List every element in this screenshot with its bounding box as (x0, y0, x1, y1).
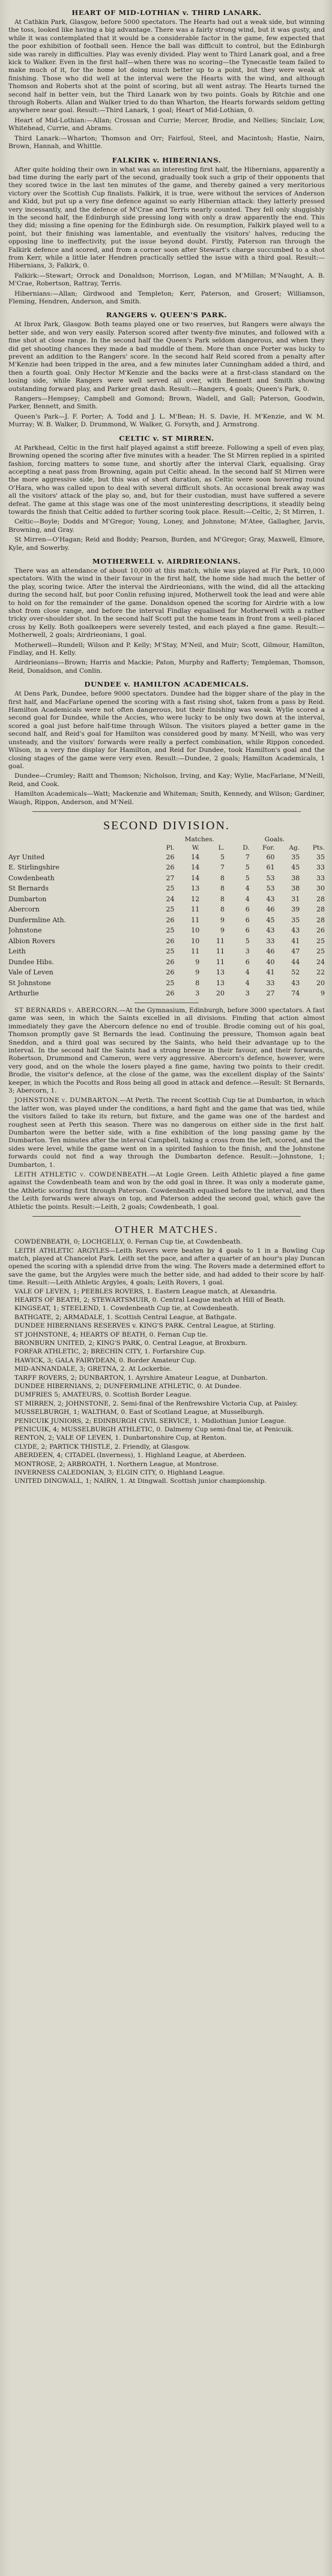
table-cell: 28 (316, 916, 325, 924)
club-name: St Johnstone (8, 979, 51, 987)
team-lineup: Motherwell—Rundell; Wilson and P. Kelly; M'Stay, M'Neil, and Muir; Scott, Gilmour, Hamilton, Findlay, and H. Kelly. (8, 641, 325, 657)
column-header: Pts. (312, 844, 325, 851)
table-cell: 11 (191, 916, 200, 924)
section-divider (32, 1216, 301, 1217)
table-row (8, 978, 325, 989)
match-report: After quite holding their own in what was an interesting first half, the Hibernians, apparently a bad time during the early part of the second, gradually took such a grip of their opponents that they scored twice in the last ten minutes of the game, and thereby gained a very meritorious victory over the Scottish Cup finalists. Falkirk, it is true, were without the services of Anderson and Kidd, but put up a very fine defence against so early Hibernian attack: they latterly pressed very incessantly, and the defence of M'Crae and Terris nearly counted. They fell only sluggishly in the second half, the Edinburgh side pressing long with only a draw apparently the end. This they did; missing a fine opening for the Edinburgh side. On resumption, Falkirk played well to a point, but their finishing was lamentable, and eventually the visitors' halves, reducing the opposing line to ineffectivity, put the issue beyond doubt. Firstly, Paterson ran through the Falkirk defence and scored, and from a corner soon after Stewart's charge succumbed to a shot from Kerr, while a little later Hendren practically settled the issue with a third goal. Result:—Hibernians, 3; Falkirk, 0. (8, 165, 325, 270)
column-header: D. (243, 844, 250, 851)
team-lineup: Hibernians:—Allan; Girdwood and Templeton; Kerr, Paterson, and Grosert; Williamson, Fleming, Hendren, Anderson, and Smith. (8, 290, 325, 305)
table-cell: 39 (291, 905, 300, 914)
table-cell: 24 (316, 958, 325, 966)
match-report: At Parkhead, Celtic in the first half played against a stiff breeze. Following a spell of even play, Browning opened the scoring after five minutes with a header. The St Mirren replied in a spirited fashion, forcing matters to some tune, and shortly after the interval Clark, equalising. Gray accepting a neat pass from Browning, again put Celtic ahead. In the second half St Mirren were the more aggressive side, but this was of short duration, as Celtic were soon hovering round O'Hara, who was called upon to deal with several difficult shots. An occasional break away was all the visitors' attack of the play so, and, but for their custodian, must have suffered a severe defeat. The game at this stage was one of the most uninteresting descriptions, it steadily being towards the finish that Celtic added to further scoring took place. Result:—Celtic, 2; St Mirren, 1. (8, 444, 325, 516)
table-cell: 27 (266, 989, 275, 998)
table-cell: 11 (216, 958, 225, 966)
column-header: L. (218, 844, 225, 851)
club-name: Leith (8, 947, 26, 956)
table-cell: 35 (316, 853, 325, 861)
table-cell: 9 (220, 926, 225, 935)
table-cell: 41 (266, 968, 275, 977)
table-cell: 74 (291, 989, 300, 998)
team-lineup: Heart of Mid-Lothian:—Allan; Crossan and Currie; Mercer, Brodie, and Nellies; Sinclair, Low, Whitehead, Currie, and Abrams. (8, 116, 325, 133)
table-cell: 9 (220, 916, 225, 924)
result-item: DUNDEE HIBERNIANS, 2; DUNFERMLINE ATHLETIC, 0. At Dundee. (14, 1383, 242, 1390)
club-name: Dundee Hibs. (8, 958, 54, 966)
table-cell: 8 (220, 874, 225, 882)
table-cell: 31 (291, 895, 300, 903)
team-lineup: St Mirren—O'Hagan; Reid and Boddy; Pearson, Burden, and M'Gregor; Gray, Maxwell, Elmore, Kyle, and Sowerby. (8, 536, 325, 552)
table-row (8, 904, 325, 915)
table-cell: 3 (245, 989, 250, 998)
table-cell: 27 (166, 874, 175, 882)
table-cell: 25 (166, 905, 175, 914)
table-cell: 26 (166, 937, 175, 945)
table-cell: 24 (166, 895, 175, 903)
result-item: RENTON, 2; VALE OF LEVEN, 1. Dunbartonshire Cup, at Renton. (14, 1434, 227, 1442)
table-cell: 8 (220, 895, 225, 903)
table-cell: 9 (195, 968, 200, 977)
report-text: —At Perth. The recent Scottish Cup tie at Dumbarton, in which the latter won, was played under the conditions, a hard fight and the game that was tied, while the visitors failed to take its return, but fixture, and the game was one of the hardest and roughest seen at Perth this season. There was no dangerous on either side in the first half. Dumbarton were the better side, with a fine exhibition of the long passing game by the Dumbarton. Ten minutes after the interval Campbell, taking a cross from the left, scored, and the sides were level, while the game went on in a spirited fashion to the finish, and the Johnstone forwards could not find a way through the Dumbarton defence. Result:—Johnstone, 1; Dumbarton, 1. (8, 1097, 325, 1169)
table-cell: 11 (191, 947, 200, 956)
table-cell: 26 (166, 916, 175, 924)
table-row (8, 862, 325, 873)
table-cell: 41 (291, 937, 300, 945)
table-cell: 38 (291, 884, 300, 893)
table-cell: 26 (166, 863, 175, 872)
match-heading: LEITH ATHLETIC v. COWDENBEATH. (14, 1171, 149, 1179)
table-cell: 14 (191, 853, 200, 861)
result-item: FORFAR ATHLETIC, 2; BRECHIN CITY, 1. Forfarshire Cup. (14, 1348, 206, 1356)
match-report: At Dens Park, Dundee, before 9000 spectators. Dundee had the bigger share of the play in the first half, and MacFarlane opened the scoring with a fast rising shot, taken from a pass by Reid. Hamilton Academicals were not often dangerous, but their finishing was weak. Wylie scored a second goal for Dundee, while the Accies, who were lucky to be only two down at the interval, scored a goal just before half-time through Wilson. The visitors played a better game in the second half, and Reid's goal for Hamilton was considered good by many. M'Neill, who was very unsteady, and the visitors' forwards were really a perfect combination, while Rippon conceded. Wilson, in a very fine display for Hamilton, and Reid for Dundee, took Hamilton's goal and the closing stages of the game were very even. Result:—Dundee, 2 goals; Hamilton Academicals, 1 goal. (8, 690, 325, 770)
other-matches-list (8, 1238, 325, 1486)
table-row (8, 883, 325, 894)
result-item: UNITED DINGWALL, 1; NAIRN, 1. At Dingwall. Scottish junior championship. (14, 1477, 267, 1485)
match-heading: RANGERS v. QUEEN'S PARK. (106, 311, 228, 320)
table-cell: 8 (195, 979, 200, 987)
table-cell: 25 (166, 926, 175, 935)
club-name: Abercorn (8, 905, 40, 914)
table-cell: 45 (266, 916, 275, 924)
column-header: For. (262, 844, 275, 851)
table-cell: 10 (191, 937, 200, 945)
table-cell: 28 (316, 905, 325, 914)
table-cell: 33 (316, 874, 325, 882)
result-item: VALE OF LEVEN, 1; PEEBLES ROVERS, 1. Eastern League match, at Alexandria. (14, 1287, 277, 1295)
table-cell: 43 (291, 926, 300, 935)
result-item: TARFF ROVERS, 2; DUNBARTON, 1. Ayrshire Amateur League, at Dunbarton. (14, 1374, 268, 1382)
table-cell: 10 (191, 926, 200, 935)
result-item: LEITH ATHLETIC ARGYLES—Leith Rovers were beaten by 4 goals to 1 in a Bowling Cup match, played at Chancelot Park. Leith set the pace, and after a quarter of an hour's play Duncan opened the scoring with a splendid drive from the wing. The Rovers made a determined effort to save the game, but the Argyles were much the better side, and had added to their score by half-time. Result:—Leith Athletic Argyles, 4 goals; Leith Rovers, 1 goal. (8, 1247, 325, 1287)
table-row (8, 915, 325, 926)
table-group-header (8, 835, 325, 844)
table-cell: 13 (216, 979, 225, 987)
table-cell: 53 (266, 874, 275, 882)
team-lineup: Third Lanark:—Wharton; Thomson and Orr; Fairfoul, Steel, and Macintosh; Hastie, Nairn, Brown, Hannah, and Whittle. (8, 134, 325, 151)
table-cell: 35 (291, 916, 300, 924)
table-cell: 26 (316, 926, 325, 935)
table-cell: 13 (191, 884, 200, 893)
table-cell: 33 (266, 937, 275, 945)
table-cell: 5 (220, 853, 225, 861)
table-row (8, 988, 325, 999)
team-lineup: Falkirk:—Stewart; Orrock and Donaldson; Morrison, Logan, and M'Millan; M'Naught, A. B. M'Crae, Robertson, Rattray, Terris. (8, 272, 325, 288)
team-lineup: Hamilton Academicals—Watt; Mackenzie and Whiteman; Smith, Kennedy, and Wilson; Gardiner, Waugh, Rippon, Anderson, and M'Neil. (8, 790, 325, 806)
result-item: KINGSEAT, 1; STEELEND, 1. Cowdenbeath Cup tie, at Cowdenbeath. (14, 1305, 240, 1313)
table-cell: 25 (166, 884, 175, 893)
table-cell: 4 (245, 895, 250, 903)
match-heading: MOTHERWELL v. AIRDRIEONIANS. (92, 556, 241, 565)
table-cell: 25 (166, 979, 175, 987)
match-report (8, 1097, 325, 1169)
club-name: Cowdenbeath (8, 874, 55, 882)
table-cell: 25 (316, 937, 325, 945)
table-cell: 4 (245, 968, 250, 977)
table-row (8, 852, 325, 863)
result-item: PENICUIK JUNIORS, 2; EDINBURGH CIVIL SERVICE, 1. Midlothian Junior League. (14, 1417, 286, 1425)
table-cell: 11 (191, 905, 200, 914)
result-item: BRONBURN UNITED, 2; KING'S PARK, 0. Central League, at Broxburn. (14, 1339, 247, 1347)
result-item: ABERDEEN, 4; CITADEL (Inverness), 1. Highland League, at Aberdeen. (14, 1452, 247, 1459)
table-cell: 20 (316, 979, 325, 987)
result-item: DUMFRIES 5; AMATEURS, 0. Scottish Border League. (14, 1391, 192, 1399)
table-cell: 6 (245, 916, 250, 924)
table-cell: 4 (245, 884, 250, 893)
column-header: Ag. (289, 844, 300, 851)
table-cell: 3 (195, 989, 200, 998)
match-report (8, 1007, 325, 1095)
table-cell: 26 (166, 989, 175, 998)
result-item: COWDENBEATH, 0; LOCHGELLY, 0. Fernan Cup tie, at Cowdenbeath. (14, 1238, 243, 1246)
table-row (8, 936, 325, 947)
table-cell: 14 (191, 863, 200, 872)
table-cell: 7 (220, 863, 225, 872)
table-cell: 46 (266, 905, 275, 914)
table-cell: 43 (291, 979, 300, 987)
table-cell: 53 (266, 884, 275, 893)
result-item: DUNDEE HIBERNIANS RESERVES v. KING'S PARK. Central League, at Stirling. (14, 1322, 276, 1330)
table-cell: 20 (216, 989, 225, 998)
table-row (8, 967, 325, 978)
match-report: There was an attendance of about 10,000 at this match, while was played at Fir Park, 10,000 spectators. With the wind in their favour in the first half, the home side had much the better of the play, scoring twice. After the interval the Airdrieonians, with the wind, did all the attacking during the second half, but poor Conlin refusing injured, Motherwell took the lead and were able to hold on for the remainder of the game. Donaldson opened the scoring for Airdrie with a low shot from close range, and before the interval Findlay equalised for Motherwell with a rather tricky over-shoulder shot. In the second half Scott put the home team in front from a well-placed cross by Kelly. Both goalkeepers were severely tested, and each played a fine game. Result:—Motherwell, 2 goals; Airdrieonians, 1 goal. (8, 567, 325, 639)
table-cell: 14 (191, 874, 200, 882)
table-cell: 26 (166, 853, 175, 861)
match-heading: FALKIRK v. HIBERNIANS. (112, 155, 222, 164)
match-heading: HEART OF MID-LOTHIAN v. THIRD LANARK. (71, 8, 262, 17)
table-cell: 5 (245, 863, 250, 872)
table-body (8, 852, 325, 999)
league-table (8, 835, 325, 999)
division-two-reports (8, 1007, 325, 1211)
match-heading: ST BERNARDS v. ABERCORN. (14, 1006, 119, 1014)
table-cell: 25 (166, 947, 175, 956)
column-header: Pl. (166, 844, 175, 851)
table-cell: 33 (316, 863, 325, 872)
team-lineup: Queen's Park—J. F. Porter; A. Todd and J. L. M'Bean; H. S. Davie, H. M'Kenzie, and W. M. Murray; W. B. Walker, D. Drummond, W. Walker, G. Forsyth, and J. Armstrong. (8, 413, 325, 429)
table-cell: 11 (216, 947, 225, 956)
result-item: MONTROSE, 2; ARBROATH, 1. Northern League, at Montrose. (14, 1460, 219, 1468)
club-name: Dumbarton (8, 895, 47, 903)
table-cell: 6 (245, 905, 250, 914)
match-heading: JOHNSTONE v. DUMBARTON. (14, 1097, 120, 1105)
table-cell: 7 (245, 853, 250, 861)
table-row (8, 925, 325, 936)
table-cell: 40 (266, 958, 275, 966)
match-report: At Cathkin Park, Glasgow, before 5000 spectators. The Hearts had out a weak side, but winning the toss, looked like having a big advantage. There was a fairly strong wind, but it was gusty, and while it was contemplated that it would be a considerable factor in the game, few expected that the poor exhibition of football seen. Hence the ball was difficult to control, but the Edinburgh side was rarely in difficulties. Play was evenly divided. Play went to Third Lanark goal, and a free kick to Walker. Even in the first half—when there was no scoring—the Tynecastle team failed to make much of it, for the home lot doing much better up to a point, but they were weak at finishing. Those who did well at the interval were the Hearts with the wind, and although Thomson and Roberts shot at the point of scoring, but all went astray. The Hearts turned the second half in better vein, but the Third Lanark won by two points. Goals by Ritchie and one through Roberts. Allan and Walker tried to do than Wharton, the Hearts forwards seldom getting anywhere near goal. Result:—Third Lanark, 1 goal; Heart of Mid-Lothian, 0. (8, 19, 325, 115)
match-report: At Ibrox Park, Glasgow. Both teams played one or two reserves, but Rangers were always the better side, and won very easily. Paterson scored after twenty-five minutes, and followed with a fine shot at close range. In the second half the Queen's Park seldom dangerous, and when they did get shooting chances they made a bad muddle of them. More than once Porter was lucky to prevent an addition to the Rangers' score. In the second half Reid scored from a penalty after M'Kenzie had been tripped in the area, and a few minutes later Cunningham added a third, and then a fourth goal. Only Hector M'Kenzie and the backs were at a first-class standard on the losing side, while Rangers were well served all over, with Bennett and Smith showing outstanding forward play, and Parker great dash. Result:—Rangers, 4 goals; Queen's Park, 0. (8, 321, 325, 393)
table-cell: 47 (291, 947, 300, 956)
table-cell: 9 (321, 989, 325, 998)
table-cell: 12 (191, 895, 200, 903)
table-cell: 4 (245, 979, 250, 987)
result-item: ST JOHNSTONE, 4; HEARTS OF BEATH, 0. Fernan Cup tie. (14, 1331, 208, 1338)
table-cell: 6 (245, 958, 250, 966)
result-item: BATHGATE, 2; ARMADALE, 1. Scottish Central League, at Bathgate. (14, 1313, 237, 1321)
table-cell: 5 (245, 937, 250, 945)
result-item: HAWICK, 3; GALA FAIRYDEAN, 0. Border Amateur Cup. (14, 1356, 197, 1364)
table-cell: 5 (245, 874, 250, 882)
table-cell: 11 (216, 937, 225, 945)
club-name: Johnstone (8, 926, 42, 935)
table-cell: 60 (266, 853, 275, 861)
club-name: Dunfermline Ath. (8, 916, 67, 924)
table-row (8, 946, 325, 957)
table-cell: 44 (291, 958, 300, 966)
result-item: MUSSELBURGH, 1; WALTHAM, 0. East of Scotland League, at Musselburgh. (14, 1409, 265, 1416)
table-cell: 8 (220, 884, 225, 893)
match-report (8, 1171, 325, 1211)
match-heading: DUNDEE v. HAMILTON ACADEMICALS. (84, 680, 249, 689)
result-item: PENICUIK, 4; MUSSELBURGH ATHLETIC, 0. Dalmeny Cup semi-final tie, at Penicuik. (14, 1426, 294, 1434)
goals-group-label: Goals. (264, 835, 285, 843)
table-cell: 3 (245, 947, 250, 956)
table-cell: 45 (291, 863, 300, 872)
table-cell: 38 (291, 874, 300, 882)
club-name: St Bernards (8, 884, 49, 893)
table-cell: 6 (245, 926, 250, 935)
table-cell: 30 (316, 884, 325, 893)
result-item: CLYDE, 2; PARTICK THISTLE, 2. Friendly, at Glasgow. (14, 1443, 190, 1450)
table-cell: 22 (316, 968, 325, 977)
table-column-header (8, 844, 325, 852)
match-heading: CELTIC v. ST MIRREN. (119, 434, 214, 443)
table-row (8, 957, 325, 968)
table-row (8, 873, 325, 884)
section-title: SECOND DIVISION. (103, 818, 230, 832)
table-cell: 61 (266, 863, 275, 872)
matches-group-label: Matches. (184, 835, 214, 843)
report-text: —At the Gymnasium, Edinburgh, before 3000 spectators. A fast game was seen, in which the Saints excelled in all divisions. Finding that action almost immediately they gave the Abercorn defence no end of trouble. Brodie coming out of his goal, Thomson promptly gave St Bernards the lead. Continuing the pressure, Thomson again beat Sneddon, and a third goal was secured by the Saints, who held their advantage up to the interval. In the second half the Saints had a strong breeze in their favour, and their forwards, Robertson, Drummond and Cameron, were very aggressive. Abercorn's defence, however, were very good, and on the whole the losers played a fine game, having two points to their credit. Brodie, the visitor's defence, at the close of the game, was the excellent display of the Saints' keeper, in which the Pocotts and Ross being all good in attack and defence.—Result: St Bernards, 3; Abercorn, 1. (8, 1006, 325, 1094)
column-header: W. (192, 844, 200, 851)
table-cell: 35 (291, 853, 300, 861)
table-cell: 8 (220, 905, 225, 914)
table-cell: 43 (266, 895, 275, 903)
team-lineup: Dundee—Crumley; Raitt and Thomson; Nicholson, Irving, and Kay; Wylie, MacFarlane, M'Neill, Reid, and Cook. (8, 772, 325, 788)
table-cell: 26 (166, 968, 175, 977)
table-cell: 43 (266, 926, 275, 935)
table-cell: 46 (266, 947, 275, 956)
table-cell: 9 (195, 958, 200, 966)
club-name: Arthurlie (8, 989, 39, 998)
club-name: Ayr United (8, 853, 45, 861)
result-item: ST MIRREN, 2; JOHNSTONE, 2. Semi-final of the Renfrewshire Victoria Cup, at Paisley. (14, 1400, 298, 1407)
table-cell: 28 (316, 895, 325, 903)
section-title: OTHER MATCHES. (115, 1224, 219, 1236)
result-item: MID-ANNANDALE, 3; GRETNA, 2. At Lockerbie. (14, 1365, 172, 1373)
team-lineup: Airdrieonians—Brown; Harris and Mackie; Paton, Murphy and Rafferty; Templeman, Thomson, Reid, Donaldson, and Conlin. (8, 659, 325, 675)
result-item: HEARTS OF BEATH, 2; STEWARTSMUIR, 0. Central League match at Hill of Beath. (14, 1296, 286, 1304)
club-name: Albion Rovers (8, 937, 55, 945)
section-divider (32, 811, 301, 812)
team-lineup: Celtic—Boyle; Dodds and M'Gregor; Young, Loney, and Johnstone; M'Atee, Gallagher, Jarvis, Browning, and Gray. (8, 518, 325, 534)
report-text: —At Logie Green. Leith Athletic played a fine game against the Cowdenbeath team and won by the odd goal in three. It was only a moderate game, the Athletic scoring first through Paterson. Cowdenbeath equalised before the interval, and then the Leith forwards were always on top, and Paterson added the second goal, which gave the Athletic the points. Result:—Leith, 2 goals; Cowdenbeath, 1 goal. (8, 1171, 325, 1211)
table-cell: 33 (266, 979, 275, 987)
table-cell: 52 (291, 968, 300, 977)
table-cell: 13 (216, 968, 225, 977)
table-cell: 26 (166, 958, 175, 966)
club-name: E. Stirlingshire (8, 863, 59, 872)
club-name: Vale of Leven (8, 968, 53, 977)
result-item: INVERNESS CALEDONIAN, 3; ELGIN CITY, 0. Highland League. (14, 1469, 225, 1477)
table-row (8, 894, 325, 905)
table-cell: 25 (316, 947, 325, 956)
team-lineup: Rangers—Hempsey; Campbell and Gomond; Brown, Wadell, and Gall; Paterson, Goodwin, Parker, Bennett, and Smith. (8, 395, 325, 411)
